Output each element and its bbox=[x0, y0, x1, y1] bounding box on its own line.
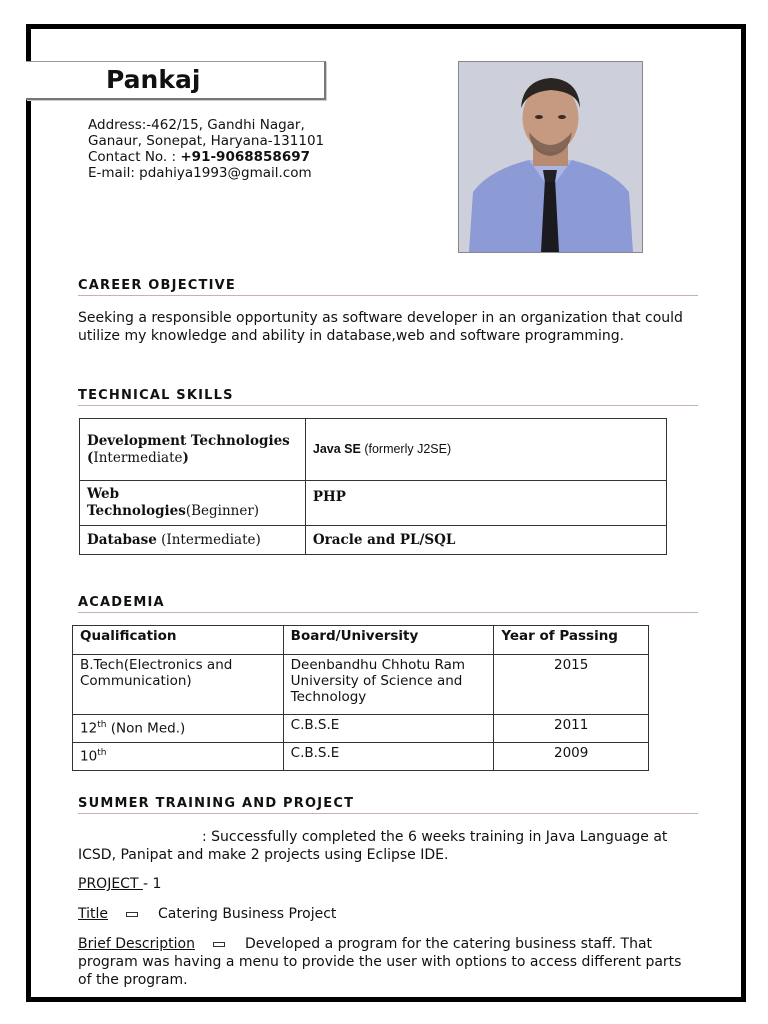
contact-block bbox=[88, 117, 324, 181]
board-cell: C.B.S.E bbox=[283, 715, 494, 743]
skill-value-cell: Oracle and PL/SQL bbox=[305, 526, 666, 555]
year-cell: 2009 bbox=[494, 743, 649, 771]
contact-line bbox=[88, 149, 324, 165]
project-description bbox=[78, 935, 698, 989]
email-line: E-mail: pdahiya1993@gmail.com bbox=[88, 165, 312, 181]
profile-photo bbox=[458, 61, 643, 253]
project-number: - 1 bbox=[142, 876, 162, 892]
address-line-2: Ganaur, Sonepat, Haryana-131101 bbox=[88, 133, 325, 149]
table-row bbox=[73, 743, 649, 771]
title-value: Catering Business Project bbox=[158, 906, 337, 922]
table-header-row bbox=[73, 626, 649, 655]
column-header-qualification: Qualification bbox=[73, 626, 284, 655]
contact-label: Contact No. : bbox=[88, 149, 181, 165]
qualification-cell: 12th (Non Med.) bbox=[73, 715, 284, 743]
project-label: PROJECT bbox=[78, 876, 143, 892]
project-title-line bbox=[78, 905, 698, 923]
technical-skills-table bbox=[79, 418, 667, 555]
description-label: Brief Description bbox=[78, 936, 195, 952]
project-line bbox=[78, 875, 698, 893]
skill-value-cell: PHP bbox=[305, 481, 666, 526]
qualification-cell: 10th bbox=[73, 743, 284, 771]
table-row bbox=[80, 419, 667, 481]
skill-label-cell: Web Technologies(Beginner) bbox=[80, 481, 306, 526]
skill-value-cell: Java SE (formerly J2SE) bbox=[305, 419, 666, 481]
year-cell: 2011 bbox=[494, 715, 649, 743]
resume-page bbox=[26, 24, 746, 1002]
name-box bbox=[26, 61, 326, 100]
qualification-cell: B.Tech(Electronics and Communication) bbox=[73, 655, 284, 715]
technical-skills-heading: TECHNICAL SKILLS bbox=[78, 388, 698, 406]
separator-icon bbox=[126, 912, 138, 917]
person-portrait-icon bbox=[459, 62, 642, 252]
table-row bbox=[73, 655, 649, 715]
academia-heading: ACADEMIA bbox=[78, 595, 698, 613]
contact-number: +91-9068858697 bbox=[180, 149, 310, 165]
table-row bbox=[73, 715, 649, 743]
description-value: Developed a program for the catering business staff. That program was having a menu to provide the user with options to access different parts of the program. bbox=[78, 936, 682, 988]
separator-icon bbox=[213, 942, 225, 947]
training-heading: SUMMER TRAINING AND PROJECT bbox=[78, 796, 698, 814]
board-cell: Deenbandhu Chhotu Ram University of Science and Technology bbox=[283, 655, 494, 715]
skill-label-cell: Database (Intermediate) bbox=[80, 526, 306, 555]
career-objective-heading: CAREER OBJECTIVE bbox=[78, 278, 698, 296]
career-objective-text: Seeking a responsible opportunity as software developer in an organization that could utilize my knowledge and ability in database,web and software programming. bbox=[78, 310, 683, 344]
address-line-1: Address:-462/15, Gandhi Nagar, bbox=[88, 117, 305, 133]
board-cell: C.B.S.E bbox=[283, 743, 494, 771]
skill-label-cell: Development Technologies (Intermediate) bbox=[80, 419, 306, 481]
column-header-board: Board/University bbox=[283, 626, 494, 655]
academia-table bbox=[72, 625, 649, 771]
table-row bbox=[80, 481, 667, 526]
training-text: : Successfully completed the 6 weeks training in Java Language at ICSD, Panipat and make 2 projects using Eclipse IDE. bbox=[78, 829, 668, 863]
year-cell: 2015 bbox=[494, 655, 649, 715]
candidate-name: Pankaj bbox=[106, 65, 201, 94]
table-row bbox=[80, 526, 667, 555]
title-label: Title bbox=[78, 906, 109, 922]
column-header-year: Year of Passing bbox=[494, 626, 649, 655]
